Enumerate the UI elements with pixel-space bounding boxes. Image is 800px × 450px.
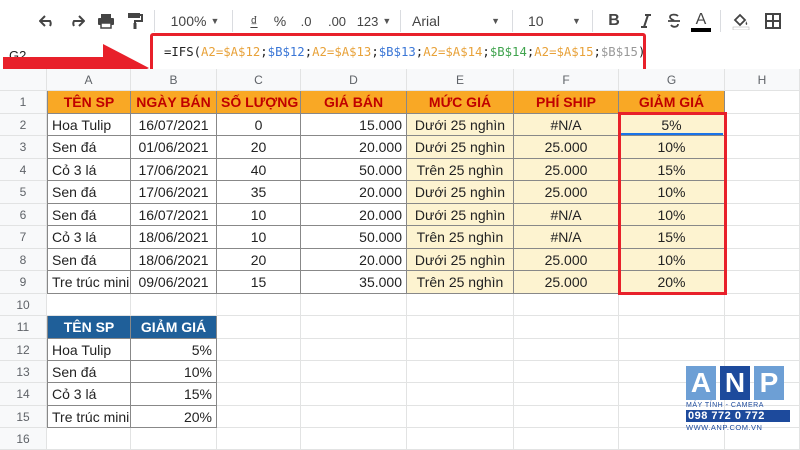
table-cell[interactable]: Sen đá [47,181,131,204]
logo-phone: 098 772 0 772 [686,410,790,422]
toolbar-divider [400,10,401,32]
formula-token: ; [304,45,313,59]
grid-cell[interactable] [301,294,407,316]
table-cell[interactable]: 10 [217,226,301,249]
formula-token: $B$14 [489,45,527,59]
grid-cell[interactable] [725,91,800,114]
table-cell[interactable]: 35.000 [301,271,407,294]
grid-cell[interactable] [407,294,514,316]
table-cell[interactable]: Dưới 25 nghìn [407,204,514,226]
grid-cell[interactable] [301,339,407,361]
table-cell[interactable]: Trên 25 nghìn [407,159,514,181]
column-header-g[interactable]: G [619,69,725,91]
table-cell[interactable]: 10% [619,249,725,271]
row-header-15[interactable]: 15 [0,406,47,428]
chevron-down-icon: ▼ [382,16,392,26]
table-cell[interactable]: Dưới 25 nghìn [407,249,514,271]
text-color-icon: A [695,10,707,28]
table-cell[interactable]: 16/07/2021 [131,114,217,136]
borders-icon[interactable] [762,8,784,34]
percent-button[interactable]: % [273,13,287,29]
table-cell[interactable]: 15.000 [301,114,407,136]
grid-cell[interactable] [407,361,514,383]
lookup-cell[interactable]: 10% [131,361,217,383]
grid-cell[interactable] [217,428,301,450]
lookup-cell[interactable]: Cỏ 3 lá [47,383,131,406]
table-cell[interactable]: 20.000 [301,204,407,226]
table-cell[interactable]: 01/06/2021 [131,136,217,159]
table-header-cell[interactable]: TÊN SP [47,91,131,114]
grid-cell[interactable] [301,428,407,450]
grid-cell[interactable] [47,294,131,316]
toolbar-divider [154,10,155,32]
formula-token: ) [637,45,646,59]
grid-cell[interactable] [217,339,301,361]
logo-letter: N [720,366,750,400]
grid-cell[interactable] [514,294,619,316]
row-header-5[interactable]: 5 [0,181,47,204]
formula-token: ; [260,45,268,59]
grid-cell[interactable] [407,383,514,406]
grid-cell[interactable] [725,204,800,226]
column-header-d[interactable]: D [301,69,407,91]
grid-cell[interactable] [217,294,301,316]
formula-token: A2=$A$12 [201,45,261,59]
text-color-swatch [691,28,711,32]
font-size-select[interactable] [528,8,584,34]
grid-cell[interactable] [619,339,725,361]
grid-cell[interactable] [725,136,800,159]
formula-token: ; [526,45,535,59]
lookup-cell[interactable]: 5% [131,339,217,361]
row-header-1[interactable]: 1 [0,91,47,114]
grid-cell[interactable] [131,428,217,450]
column-header-e[interactable]: E [407,69,514,91]
table-cell[interactable]: Hoa Tulip [47,114,131,136]
toolbar-divider [232,10,233,32]
table-cell[interactable]: 17/06/2021 [131,181,217,204]
selected-cell-outline [621,115,723,135]
logo-letters [686,366,790,400]
grid-cell[interactable] [301,316,407,339]
formula-token: ; [593,45,601,59]
row-header-9[interactable]: 9 [0,271,47,294]
column-header-b[interactable]: B [131,69,217,91]
grid-cell[interactable] [725,271,800,294]
lookup-cell[interactable]: 15% [131,383,217,406]
table-cell[interactable]: 35 [217,181,301,204]
column-header-c[interactable]: C [217,69,301,91]
logo-letter: P [754,366,784,400]
formula-token: A2=$A$15 [534,45,594,59]
table-cell[interactable]: Dưới 25 nghìn [407,136,514,159]
row-header-8[interactable]: 8 [0,249,47,271]
grid-cell[interactable] [217,361,301,383]
table-cell[interactable]: 20.000 [301,136,407,159]
table-cell[interactable]: Sen đá [47,249,131,271]
formula-text [164,45,645,59]
toolbar-divider [592,10,593,32]
formula-token: A2=$A$13 [312,45,372,59]
row-header-12[interactable]: 12 [0,339,47,361]
row-header-13[interactable]: 13 [0,361,47,383]
grid-cell[interactable] [47,428,131,450]
italic-icon[interactable] [636,8,656,34]
grid-cell[interactable] [725,226,800,249]
grid-cell[interactable] [407,316,514,339]
row-header-16[interactable]: 16 [0,428,47,450]
lookup-cell[interactable]: Hoa Tulip [47,339,131,361]
formula-input[interactable] [150,33,646,74]
increase-decimal-button[interactable]: .00 [327,13,347,29]
grid-cell[interactable] [407,406,514,428]
decrease-decimal-button[interactable]: .0 [300,13,312,29]
grid-cell[interactable] [407,339,514,361]
grid-cell[interactable] [301,383,407,406]
row-header-14[interactable]: 14 [0,383,47,406]
grid-cell[interactable] [217,406,301,428]
currency-button[interactable]: ₫ [250,13,258,29]
table-cell[interactable]: 25.000 [514,181,619,204]
font-select[interactable] [412,8,500,34]
table-cell[interactable]: 15 [217,271,301,294]
grid-cell[interactable] [725,249,800,271]
table-cell[interactable]: 15% [619,226,725,249]
formula-token: ; [482,45,490,59]
formula-token: ; [371,45,379,59]
grid-cell[interactable] [514,428,619,450]
table-cell[interactable]: 25.000 [514,159,619,181]
grid-cell[interactable] [619,316,725,339]
table-cell[interactable]: 10 [217,204,301,226]
table-cell[interactable]: 15% [619,159,725,181]
formula-token: $B$13 [378,45,416,59]
grid-cell[interactable] [514,406,619,428]
row-header-6[interactable]: 6 [0,204,47,226]
table-header-cell[interactable]: GIẢM GIÁ [619,91,725,114]
table-header-cell[interactable]: GIÁ BÁN [301,91,407,114]
select-all-corner[interactable] [0,69,47,91]
fill-color-icon[interactable] [730,8,752,34]
grid-cell[interactable] [514,383,619,406]
table-cell[interactable]: 40 [217,159,301,181]
grid-cell[interactable] [514,361,619,383]
grid-cell[interactable] [514,339,619,361]
table-cell[interactable]: 20.000 [301,181,407,204]
logo-letter: A [686,366,716,400]
lookup-header-cell[interactable]: TÊN SP [47,316,131,339]
table-cell[interactable]: 20.000 [301,249,407,271]
toolbar-divider [512,10,513,32]
undo-icon[interactable] [36,8,60,34]
logo-tagline: MÁY TÍNH - CAMERA [686,402,764,409]
anp-logo [686,366,790,432]
formula-token: ; [415,45,424,59]
name-box[interactable]: G2 [9,48,27,63]
formula-token: $B$15 [600,45,638,59]
table-cell[interactable]: 09/06/2021 [131,271,217,294]
redo-icon[interactable] [64,8,88,34]
more-formats-label: 123 [356,13,379,29]
table-cell[interactable]: 18/06/2021 [131,226,217,249]
grid-cell[interactable] [725,294,800,316]
table-cell[interactable]: Tre trúc mini [47,271,131,294]
more-formats-button[interactable] [354,8,394,34]
grid-cell[interactable] [407,428,514,450]
grid-cell[interactable] [301,406,407,428]
formula-token: A2=$A$14 [423,45,483,59]
table-cell[interactable]: Cỏ 3 lá [47,226,131,249]
chevron-down-icon: ▼ [572,16,581,26]
bold-button[interactable]: B [608,12,620,29]
table-cell[interactable]: 25.000 [514,249,619,271]
table-cell[interactable]: Dưới 25 nghìn [407,114,514,136]
table-cell[interactable]: Dưới 25 nghìn [407,181,514,204]
table-header-cell[interactable]: SỐ LƯỢNG [217,91,301,114]
grid-cell[interactable] [619,294,725,316]
row-header-2[interactable]: 2 [0,114,47,136]
table-cell[interactable]: 20 [217,249,301,271]
table-cell[interactable]: 10% [619,204,725,226]
zoom-select[interactable] [166,8,224,34]
table-cell[interactable]: Trên 25 nghìn [407,271,514,294]
table-cell[interactable]: 50.000 [301,226,407,249]
grid-cell[interactable] [725,159,800,181]
table-header-cell[interactable]: MỨC GIÁ [407,91,514,114]
paint-format-icon[interactable] [123,8,147,34]
font-value: Arial [412,13,441,29]
grid-cell[interactable] [301,361,407,383]
chevron-down-icon: ▼ [210,16,220,26]
chevron-down-icon: ▼ [491,16,500,26]
table-cell[interactable]: 25.000 [514,136,619,159]
print-icon[interactable] [94,8,118,34]
table-cell[interactable]: 20% [619,271,725,294]
table-cell[interactable]: Sen đá [47,136,131,159]
toolbar-divider [720,10,721,32]
row-header-3[interactable]: 3 [0,136,47,159]
grid-cell[interactable] [725,316,800,339]
zoom-value: 100% [170,13,207,29]
table-cell[interactable]: Trên 25 nghìn [407,226,514,249]
strikethrough-icon[interactable] [664,8,684,34]
lookup-cell[interactable]: Tre trúc mini [47,406,131,428]
table-cell[interactable]: Cỏ 3 lá [47,159,131,181]
formula-token: $B$12 [267,45,305,59]
row-header-11[interactable]: 11 [0,316,47,339]
font-size-value: 10 [528,13,544,29]
grid-cell[interactable] [217,383,301,406]
lookup-header-cell[interactable]: GIẢM GIÁ [131,316,217,339]
table-cell[interactable]: 5% [619,114,725,136]
table-cell[interactable]: 0 [217,114,301,136]
lookup-cell[interactable]: 20% [131,406,217,428]
table-header-cell[interactable]: PHÍ SHIP [514,91,619,114]
grid-cell[interactable] [514,316,619,339]
table-cell[interactable]: 10% [619,181,725,204]
table-cell[interactable]: 16/07/2021 [131,204,217,226]
lookup-cell[interactable]: Sen đá [47,361,131,383]
table-cell[interactable]: #N/A [514,114,619,136]
grid-cell[interactable] [725,181,800,204]
grid-cell[interactable] [725,114,800,136]
column-header-h[interactable]: H [725,69,800,91]
column-header-f[interactable]: F [514,69,619,91]
table-cell[interactable]: 17/06/2021 [131,159,217,181]
table-cell[interactable]: 18/06/2021 [131,249,217,271]
row-header-4[interactable]: 4 [0,159,47,181]
row-header-10[interactable]: 10 [0,294,47,316]
text-color-button[interactable] [690,8,712,34]
table-cell[interactable]: 25.000 [514,271,619,294]
table-cell[interactable]: 20 [217,136,301,159]
highlight-box [618,112,727,295]
table-cell[interactable]: 50.000 [301,159,407,181]
table-cell[interactable]: #N/A [514,204,619,226]
grid-cell[interactable] [131,294,217,316]
row-header-7[interactable]: 7 [0,226,47,249]
table-cell[interactable]: Sen đá [47,204,131,226]
grid-cell[interactable] [217,316,301,339]
table-header-cell[interactable]: NGÀY BÁN [131,91,217,114]
logo-website: WWW.ANP.COM.VN [686,423,763,432]
table-cell[interactable]: 10% [619,136,725,159]
formula-token: =IFS( [164,45,202,59]
grid-cell[interactable] [725,339,800,361]
table-cell[interactable]: #N/A [514,226,619,249]
column-header-a[interactable]: A [47,69,131,91]
